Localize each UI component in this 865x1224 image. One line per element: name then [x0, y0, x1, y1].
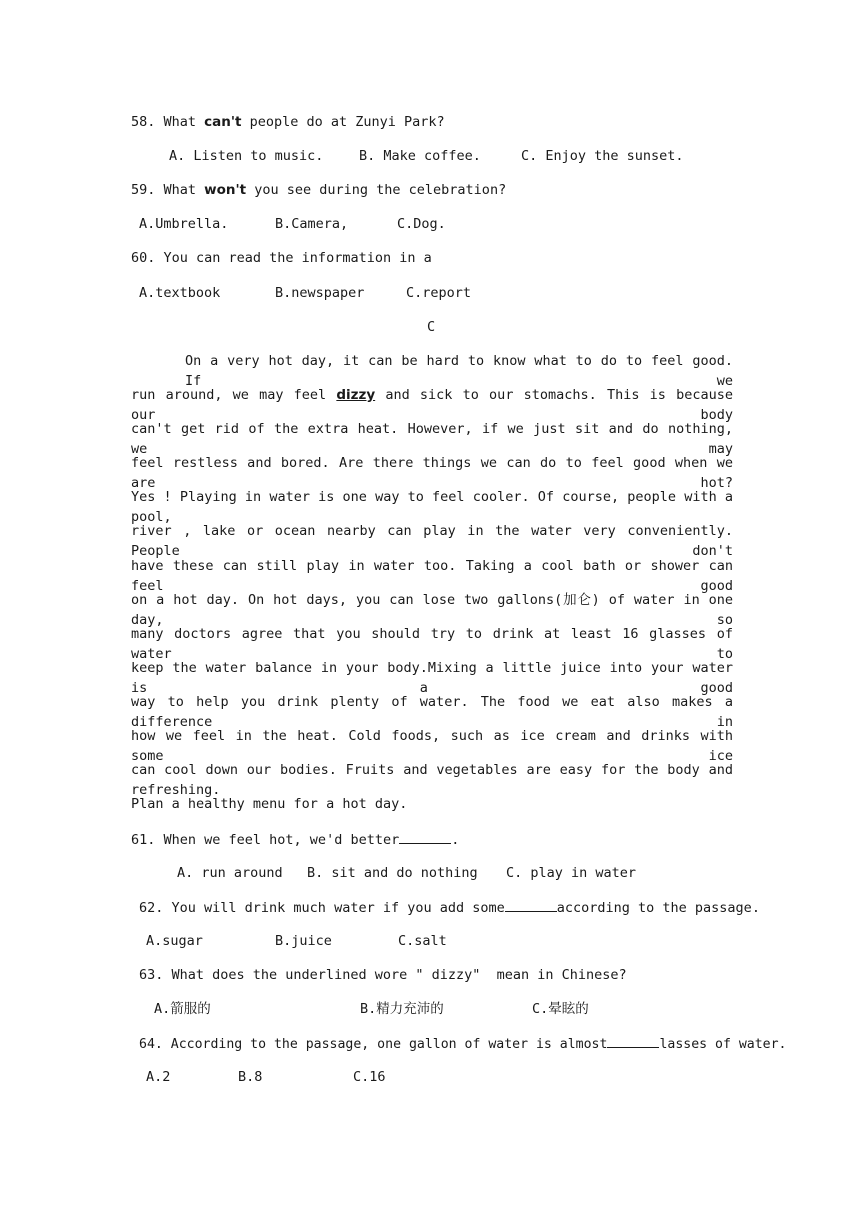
passage-line-4: feel restless and bored. Are there things we can do to feel good when we are hot? — [131, 455, 733, 491]
passage-line-8: on a hot day. On hot days, you can lose two gallons(加仑) of water in one day, so — [131, 592, 733, 628]
option-64-b: B.8 — [238, 1069, 263, 1085]
option-60-b: B.newspaper — [275, 285, 365, 301]
passage-line-7: have these can still play in water too. Taking a cool bath or shower can feel good — [131, 558, 733, 594]
passage-line-2-end: and sick to our stomachs. This is because our body — [131, 387, 733, 423]
passage-line-1: On a very hot day, it can be hard to know what to do to feel good. If we — [185, 353, 733, 389]
section-label: C — [427, 319, 436, 335]
passage-line-14: Plan a healthy menu for a hot day. — [131, 796, 408, 812]
option-60-c: C.report — [406, 285, 472, 301]
option-58-c: C. Enjoy the sunset. — [521, 148, 684, 164]
question-58 — [131, 112, 445, 132]
option-63-b: B.精力充沛的 — [360, 1001, 444, 1017]
question-59-text: 59. What — [131, 182, 205, 198]
option-59-a: A.Umbrella. — [139, 216, 229, 232]
answer-blank — [399, 829, 451, 844]
question-62-text-end: according to the passage. — [556, 900, 760, 916]
question-61 — [131, 829, 459, 850]
question-58-keyword: can't — [204, 114, 242, 130]
passage-line-5: Yes ! Playing in water is one way to feel cooler. Of course, people with a pool, — [131, 489, 733, 525]
question-61-text-end: . — [451, 832, 460, 848]
option-60-a: A.textbook — [139, 285, 221, 301]
question-64 — [139, 1033, 786, 1055]
passage-line-11: way to help you drink plenty of water. The food we eat also makes a difference in — [131, 694, 733, 730]
option-64-c: C.16 — [353, 1069, 386, 1085]
option-58-b: B. Make coffee. — [359, 148, 481, 164]
question-58-text: 58. What — [131, 114, 205, 130]
option-62-c: C.salt — [398, 933, 447, 949]
question-62-text: 62. You will drink much water if you add some — [139, 900, 505, 916]
passage-line-9: many doctors agree that you should try to drink at least 16 glasses of water to — [131, 626, 733, 662]
option-59-c: C.Dog. — [397, 216, 446, 232]
answer-blank — [505, 897, 557, 912]
question-59-text-end: you see during the celebration? — [246, 182, 507, 198]
passage-line-12: how we feel in the heat. Cold foods, such as ice cream and drinks with some ice — [131, 728, 733, 764]
question-63: 63. What does the underlined wore " dizzy" mean in Chinese? — [139, 967, 627, 983]
passage-line-2-start: run around, we may feel — [131, 387, 327, 403]
question-59-keyword: won't — [204, 182, 247, 198]
option-62-b: B.juice — [275, 933, 332, 949]
passage-line-6: river , lake or ocean nearby can play in the water very conveniently. People don't — [131, 523, 733, 559]
question-64-text: 64. According to the passage, one gallon of water is almost — [139, 1037, 608, 1052]
answer-blank — [607, 1033, 659, 1048]
option-62-a: A.sugar — [146, 933, 203, 949]
option-64-a: A.2 — [146, 1069, 171, 1085]
question-61-text: 61. When we feel hot, we'd better — [131, 832, 400, 848]
option-63-a: A.箭服的 — [154, 1001, 211, 1017]
question-59 — [131, 180, 506, 200]
passage-line-3: can't get rid of the extra heat. However, if we just sit and do nothing, we may — [131, 421, 733, 457]
question-60: 60. You can read the information in a — [131, 250, 432, 266]
passage-line-10: keep the water balance in your body.Mixing a little juice into your water is a good — [131, 660, 733, 696]
question-64-text-end: lasses of water. — [659, 1037, 787, 1052]
passage-line-13: can cool down our bodies. Fruits and vegetables are easy for the body and refreshing. — [131, 762, 733, 798]
option-58-a: A. Listen to music. — [169, 148, 324, 164]
question-62 — [139, 897, 760, 918]
question-58-text-end: people do at Zunyi Park? — [241, 114, 445, 130]
option-61-b: B. sit and do nothing — [307, 865, 478, 881]
option-63-c: C.晕眩的 — [532, 1001, 589, 1017]
option-59-b: B.Camera, — [275, 216, 349, 232]
option-61-c: C. play in water — [506, 865, 637, 881]
option-61-a: A. run around — [177, 865, 283, 881]
underlined-word-dizzy: dizzy — [336, 387, 376, 403]
